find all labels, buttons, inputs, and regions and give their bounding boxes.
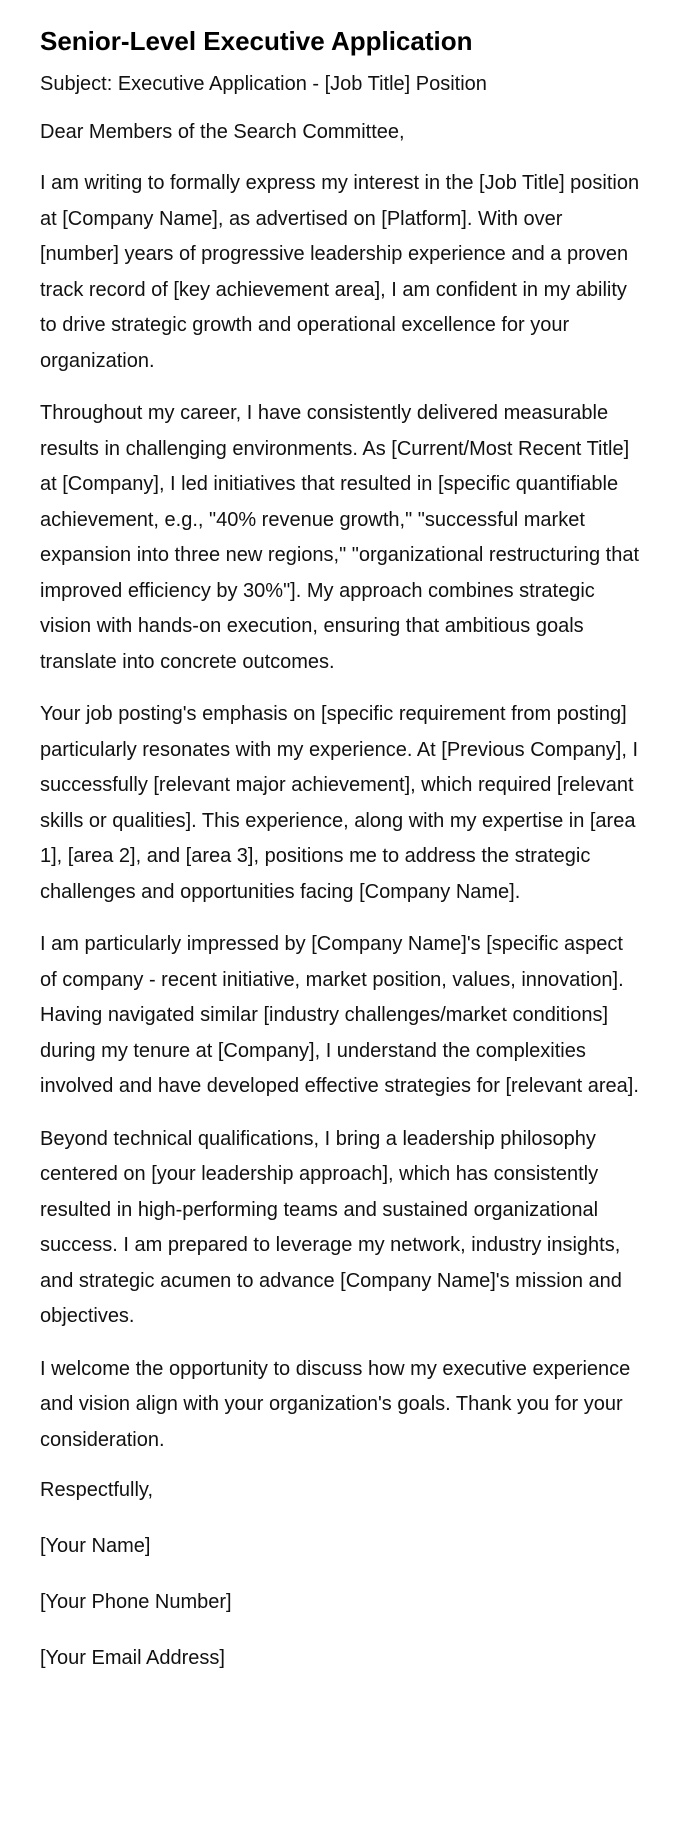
body-paragraph-1: I am writing to formally express my interest in the [Job Title] position at [Company Name], as advertised on [Platform]. With over [number] years of progressive leadership experience and a proven track record of [key achievement area], I am confident in my ability to drive strategic growth and operational excellence for your organization. <box>40 172 640 372</box>
body-paragraph-3: Your job posting's emphasis on [specific requirement from posting] particularly resonates with my experience. At [Previous Company], I successfully [relevant major achievement], which required [relevant skills or qualities]. This experience, along with my expertise in [area 1], [area 2], and [area 3], positions me to address the strategic challenges and opportunities facing [Company Name]. <box>40 703 639 903</box>
signature-email: [Your Email Address] <box>40 1647 225 1669</box>
subject-line: Subject: Executive Application - [Job Title] Position <box>40 73 487 95</box>
signature-phone: [Your Phone Number] <box>40 1591 232 1613</box>
body-paragraph-4: I am particularly impressed by [Company Name]'s [specific aspect of company - recent initiative, market position, values, innovation]. Having navigated similar [industry challenges/market conditions] during my tenure at [Company], I understand the complexities involved and have developed effective strategies for [relevant area]. <box>40 933 639 1097</box>
salutation: Dear Members of the Search Committee, <box>40 121 405 143</box>
page-title: Senior-Level Executive Application <box>40 26 473 56</box>
signature-name: [Your Name] <box>40 1535 151 1557</box>
body-paragraph-6: I welcome the opportunity to discuss how my executive experience and vision align with your organization's goals. Thank you for your consideration. <box>40 1357 631 1451</box>
body-paragraph-5: Beyond technical qualifications, I bring a leadership philosophy centered on [your leadership approach], which has consistently resulted in high-performing teams and sustained organizational success. I am prepared to leverage my network, industry insights, and strategic acumen to advance [Company Name]'s mission and objectives. <box>40 1127 622 1327</box>
body-paragraph-2: Throughout my career, I have consistently delivered measurable results in challenging environments. As [Current/Most Recent Title] at [Company], I led initiatives that resulted in [specific quantifiable achievement, e.g., "40% revenue growth," "successful market expansion into three new regions," "organizational restructuring that improved efficiency by 30%"]. My approach combines strategic vision with hands-on execution, ensuring that ambitious goals translate into concrete outcomes. <box>40 402 639 673</box>
closing: Respectfully, <box>40 1479 154 1501</box>
